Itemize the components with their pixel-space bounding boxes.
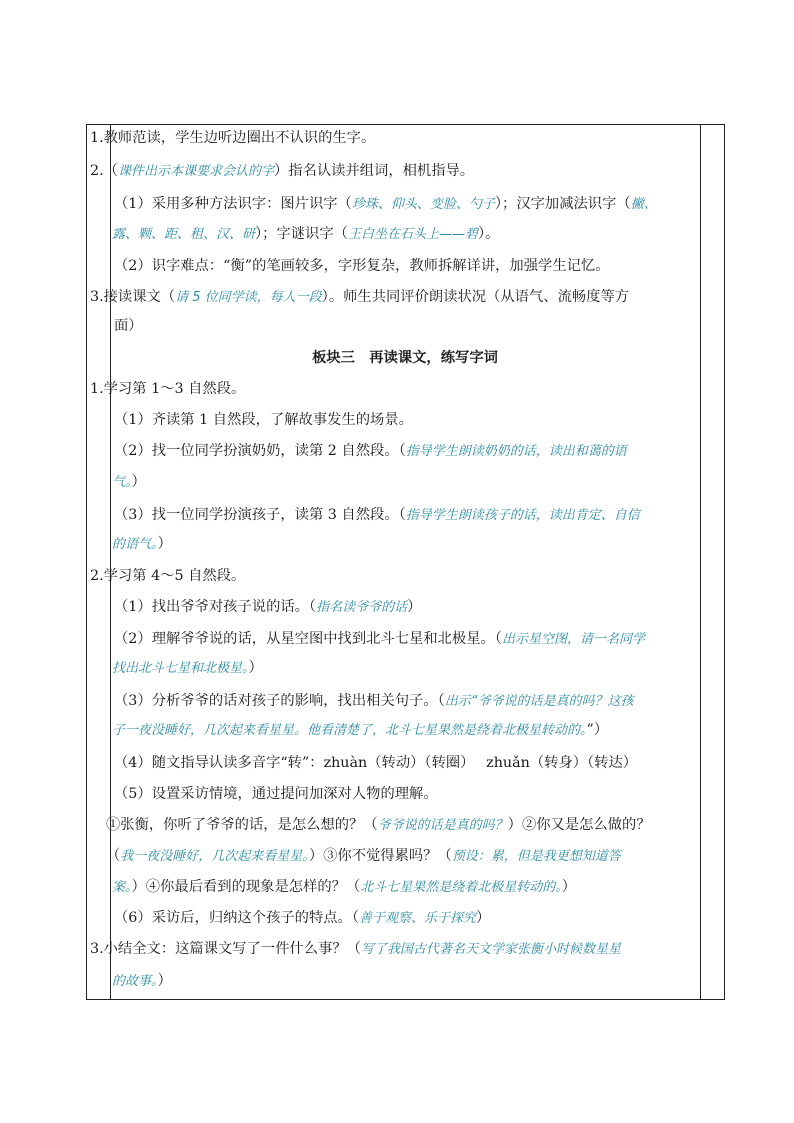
- line-15: 2.学习第 4～5 自然段。: [90, 568, 246, 584]
- line-25: 案。）④你最后看到的现象是怎样的？（北斗七星果然是绕着北极星转动的。）: [112, 879, 577, 895]
- line-7: 面）: [114, 318, 143, 334]
- line-21: （4）随文指导认读多音字“转”：zhuàn（转动）（转圈） zhuǎn（转身）（转达）: [114, 755, 638, 771]
- line-16: （1）找出爷爷对孩子说的话。（指名读爷爷的话）: [114, 599, 422, 615]
- line-10: （1）齐读第 1 自然段，了解故事发生的场景。: [114, 412, 413, 428]
- line-14: 的语气。）: [112, 536, 172, 552]
- line-3: （1）采用多种方法识字：图片识字（珍珠、仰头、变脸、勺子）；汉字加减法识字（撇、: [114, 196, 657, 212]
- line-18: 找出北斗七星和北极星。）: [112, 660, 263, 676]
- line-27: 3.小结全文：这篇课文写了一件什么事？（写了我国古代著名天文学家张衡小时候数星星: [90, 941, 621, 957]
- line-13: （3）找一位同学扮演孩子，读第 3 自然段。（指导学生朗读孩子的话，读出肯定、自信: [114, 507, 640, 523]
- line-12: 气。）: [112, 474, 146, 490]
- line-24: （我一夜没睡好，几次起来看星星。）③你不觉得累吗？（预设：累，但是我更想知道答: [106, 848, 621, 864]
- line-26: （6）采访后，归纳这个孩子的特点。（善于观察、乐于探究）: [114, 910, 491, 926]
- line-1: 1.教师范读，学生边听边圈出不认识的生字。: [90, 130, 376, 146]
- line-17: （2）理解爷爷说的话，从星空图中找到北斗七星和北极星。（出示星空图，请一名同学: [114, 631, 645, 647]
- line-28: 的故事。）: [112, 973, 172, 989]
- line-20: 子一夜没睡好，几次起来看星星。他看清楚了，北斗七星果然是绕着北极星转动的。”）: [112, 722, 609, 738]
- line-19: （3）分析爷爷的话对孩子的影响，找出相关句子。（出示“爷爷说的话是真的吗？这孩: [114, 693, 634, 709]
- line-6: 3.接读课文（请 5 位同学读，每人一段）。师生共同评价朗读状况（从语气、流畅度等方: [90, 289, 630, 305]
- line-4: 露、颗、距、租、汉、研）；字谜识字（王白坐在石头上——碧）。: [112, 226, 500, 242]
- line-5: （2）识字难点：“衡”的笔画较多，字形复杂，教师拆解详讲，加强学生记忆。: [114, 258, 610, 274]
- line-23: ①张衡，你听了爷爷的话，是怎么想的？（爷爷说的话是真的吗？）②你又是怎么做的？: [106, 817, 651, 833]
- section-heading: 板块三 再读课文，练写字词: [312, 350, 498, 366]
- line-9: 1.学习第 1～3 自然段。: [90, 381, 246, 397]
- line-11: （2）找一位同学扮演奶奶，读第 2 自然段。（指导学生朗读奶奶的话，读出和蔼的语: [114, 443, 627, 459]
- line-2: 2.（课件出示本课要求会认的字）指名认读并组词，相机指导。: [90, 163, 475, 179]
- line-22: （5）设置采访情境，通过提问加深对人物的理解。: [114, 786, 438, 802]
